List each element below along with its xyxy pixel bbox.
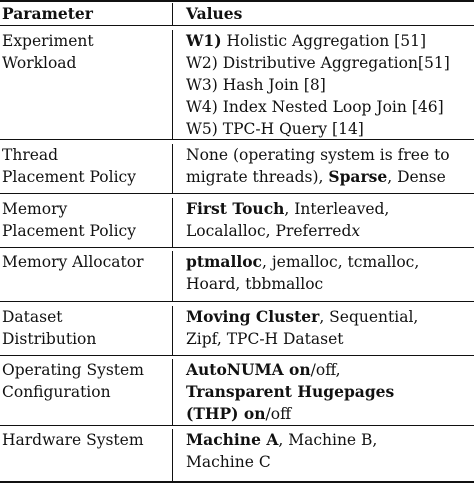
values-cell xyxy=(173,429,474,483)
value-text: W5) TPC-H Query [14] xyxy=(186,120,364,138)
value-line xyxy=(186,52,474,74)
value-line xyxy=(186,381,474,403)
value-line xyxy=(186,74,474,96)
header-values: Values xyxy=(186,3,243,23)
value-line xyxy=(186,273,474,295)
param-line: Dataset xyxy=(2,308,63,326)
value-line xyxy=(186,403,474,425)
value-line xyxy=(186,328,474,350)
value-line xyxy=(186,198,474,220)
value-bold: AutoNUMA on xyxy=(186,360,311,379)
value-text: Hoard, tbbmalloc xyxy=(186,275,324,293)
value-line xyxy=(186,429,474,451)
param-line: Thread xyxy=(2,146,59,164)
value-text: Machine C xyxy=(186,453,271,471)
table-row-os-configuration xyxy=(0,356,474,426)
values-cell xyxy=(173,30,474,139)
value-text: Localalloc, Preferred xyxy=(186,222,352,240)
table-row-memory-allocator xyxy=(0,248,474,302)
param-line: Distribution xyxy=(2,330,97,348)
value-line xyxy=(186,166,474,188)
param-cell xyxy=(0,30,173,139)
value-line xyxy=(186,451,474,473)
param-line: Operating System xyxy=(2,361,144,379)
value-text: W2) Distributive Aggregation[51] xyxy=(186,54,450,72)
value-italic: x xyxy=(351,222,361,240)
param-cell xyxy=(0,359,173,425)
value-text: Holistic Aggregation [51] xyxy=(221,32,426,50)
table-header-row xyxy=(0,2,474,26)
value-text: /off, xyxy=(310,361,341,379)
value-text: W4) Index Nested Loop Join [46] xyxy=(186,98,444,116)
value-text: , Sequential, xyxy=(319,308,419,326)
value-line xyxy=(186,118,474,140)
value-text: W3) Hash Join [8] xyxy=(186,76,326,94)
value-text: Zipf, TPC-H Dataset xyxy=(186,330,344,348)
table-row-experiment-workload xyxy=(0,26,474,140)
value-line xyxy=(186,306,474,328)
values-cell xyxy=(173,251,474,301)
value-line xyxy=(186,30,474,52)
table-row-thread-placement xyxy=(0,140,474,194)
value-line xyxy=(186,220,474,242)
param-line: Configuration xyxy=(2,383,111,401)
table-row-dataset-distribution xyxy=(0,302,474,356)
value-bold: Moving Cluster xyxy=(186,307,320,326)
value-line xyxy=(186,96,474,118)
param-cell xyxy=(0,306,173,355)
value-bold: First Touch xyxy=(186,199,285,218)
value-bold: Transparent Hugepages xyxy=(186,382,395,401)
table-row-hardware-system xyxy=(0,426,474,483)
param-line: Experiment xyxy=(2,32,94,50)
value-text: , Machine B, xyxy=(278,431,378,449)
value-line xyxy=(186,251,474,273)
values-cell xyxy=(173,359,474,425)
values-cell xyxy=(173,144,474,193)
values-cell xyxy=(173,306,474,355)
param-line: Workload xyxy=(2,54,77,72)
param-line: Placement Policy xyxy=(2,168,136,186)
value-text: /off xyxy=(265,405,292,423)
param-line: Memory Allocator xyxy=(2,253,144,271)
value-bold: Machine A xyxy=(186,430,279,449)
value-line xyxy=(186,144,474,166)
value-line xyxy=(186,359,474,381)
values-cell xyxy=(173,198,474,247)
param-cell xyxy=(0,198,173,247)
value-bold: Sparse xyxy=(328,167,388,186)
value-text: , Interleaved, xyxy=(284,200,390,218)
header-parameter: Parameter xyxy=(0,3,173,25)
param-cell xyxy=(0,251,173,301)
value-text: None (operating system is free to xyxy=(186,146,450,164)
param-line: Memory xyxy=(2,200,68,218)
param-cell xyxy=(0,144,173,193)
value-bold: W1) xyxy=(186,31,222,50)
param-line: Placement Policy xyxy=(2,222,136,240)
value-text: migrate threads), xyxy=(186,168,329,186)
param-line: Hardware System xyxy=(2,431,144,449)
table-row-memory-placement xyxy=(0,194,474,248)
value-text: , Dense xyxy=(387,168,446,186)
param-cell xyxy=(0,429,173,483)
value-bold: (THP) on xyxy=(186,404,266,423)
value-bold: ptmalloc xyxy=(186,252,262,271)
value-text: , jemalloc, tcmalloc, xyxy=(262,253,420,271)
